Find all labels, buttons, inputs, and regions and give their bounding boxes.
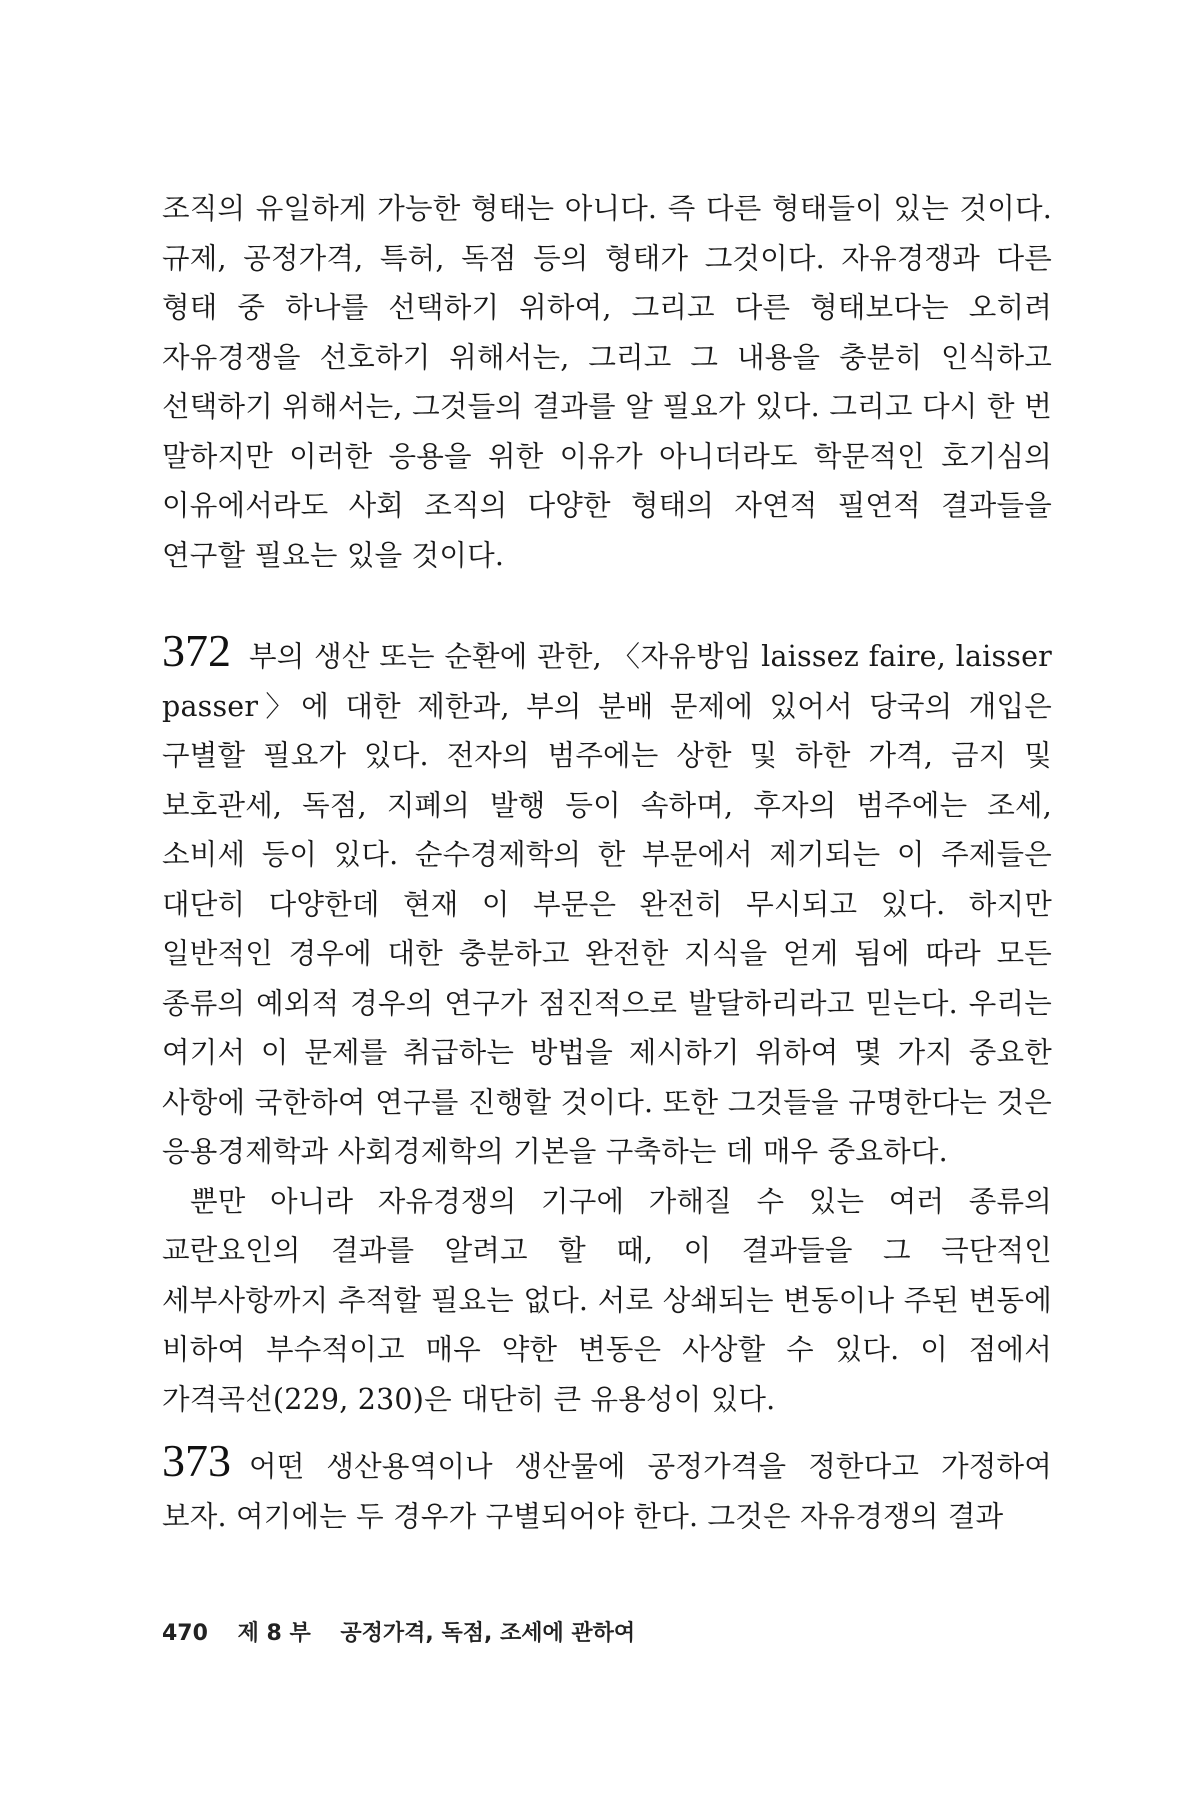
section-373 (162, 1435, 1052, 1541)
section-372 (162, 625, 1052, 1424)
section-373-text-1: 어떤 생산용역이나 생산물에 공정가격을 정한다고 가정하여 보자. 여기에는 두 경우가 구별되어야 한다. 그것은 자유경쟁의 결과 (162, 1450, 1052, 1533)
page-number: 470 (162, 1621, 208, 1646)
section-372-text-1: 부의 생산 또는 순환에 관한, 〈자유방임 laissez faire, laisser passer〉에 대한 제한과, 부의 분배 문제에 있어서 당국의 개입은 구별할 필요가 있다. 전자의 범주에는 상한 및 하한 가격, 금지 및 보호관세, 독점, 지폐의 발행 등이 속하며, 후자의 범주에는 조세, 소비세 등이 있다. 순수경제학의 한 부문에서 제기되는 이 주제들은 대단히 다양한데 현재 이 부문은 완전히 무시되고 있다. 하지만 일반적인 경우에 대한 충분하고 완전한 지식을 얻게 됨에 따라 모든 종류의 예외적 경우의 연구가 점진적으로 발달하리라고 믿는다. 우리는 여기서 이 문제를 취급하는 방법을 제시하기 위하여 몇 가지 중요한 사항에 국한하여 연구를 진행할 것이다. 또한 그것들을 규명한다는 것은 응용경제학과 사회경제학의 기본을 구축하는 데 매우 중요하다. (162, 640, 1052, 1168)
section-372-paragraph-1 (162, 625, 1052, 1177)
part-label: 제 8 부 (237, 1621, 311, 1646)
chapter-title: 공정가격, 독점, 조세에 관하여 (340, 1621, 636, 1646)
section-number: 372 (162, 625, 231, 676)
page-footer (162, 1616, 635, 1647)
section-372-paragraph-2: 뿐만 아니라 자유경쟁의 기구에 가해질 수 있는 여러 종류의 교란요인의 결과를 알려고 할 때, 이 결과들을 그 극단적인 세부사항까지 추적할 필요는 없다. 서로 상쇄되는 변동이나 주된 변동에 비하여 부수적이고 매우 약한 변동은 사상할 수 있다. 이 점에서 가격곡선(229, 230)은 대단히 큰 유용성이 있다. (162, 1184, 1052, 1416)
intro-text-block (162, 184, 1052, 580)
section-number: 373 (162, 1435, 231, 1486)
intro-paragraph: 조직의 유일하게 가능한 형태는 아니다. 즉 다른 형태들이 있는 것이다. 규제, 공정가격, 특허, 독점 등의 형태가 그것이다. 자유경쟁과 다른 형태 중 하나를 선택하기 위하여, 그리고 다른 형태보다는 오히려 자유경쟁을 선호하기 위해서는, 그리고 그 내용을 충분히 인식하고 선택하기 위해서는, 그것들의 결과를 알 필요가 있다. 그리고 다시 한 번 말하지만 이러한 응용을 위한 이유가 아니더라도 학문적인 호기심의 이유에서라도 사회 조직의 다양한 형태의 자연적 필연적 결과들을 연구할 필요는 있을 것이다. (162, 192, 1052, 572)
section-373-paragraph-1 (162, 1435, 1052, 1541)
